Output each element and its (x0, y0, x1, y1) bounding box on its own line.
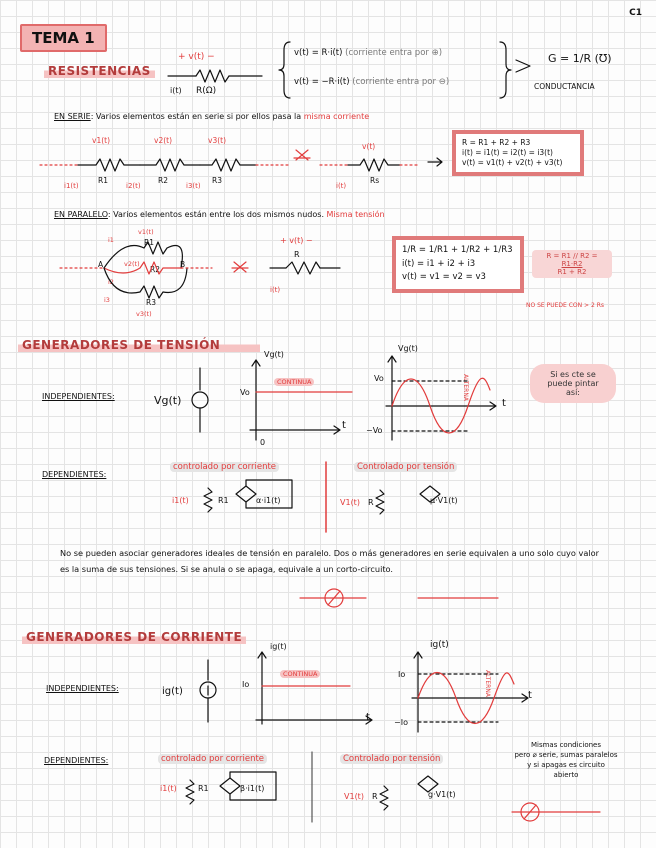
short-circuit-sketch (300, 589, 498, 607)
paralelo-box-line-1: 1/R = 1/R1 + 1/R2 + 1/R3 (402, 245, 513, 255)
paralelo-node-a: A (98, 260, 104, 269)
corriente-ac-graph (412, 652, 528, 732)
serie-not-equal-icon (294, 150, 310, 160)
corriente-dep-v1-label: V1(t) (344, 792, 364, 801)
tension-dc-tag: CONTINUA (274, 378, 314, 386)
paralelo-node-b: B (180, 260, 186, 269)
tension-dep-v1-label: V1(t) (340, 498, 360, 507)
corriente-dep-current-title: controlado por corriente (158, 754, 267, 764)
corriente-ac-bottom-label: −Io (394, 718, 408, 727)
corriente-dc-tag: CONTINUA (280, 670, 320, 678)
resistor-symbol (168, 70, 262, 82)
corriente-dep-r-label: R (372, 792, 378, 801)
paralelo-i3-label: i3 (104, 296, 110, 304)
serie-highlight: misma corriente (303, 112, 370, 121)
serie-i2-label: i2(t) (126, 182, 141, 190)
page-number: C1 (629, 8, 642, 18)
ohm-note-negative: (corriente entra por ⊖) (352, 77, 450, 87)
tension-dep-voltage-title: Controlado por tensión (354, 462, 457, 472)
paralelo-eq-v-label: + v(t) − (280, 236, 313, 245)
corriente-ac-top-label: Io (398, 670, 406, 679)
paralelo-r1-label: R1 (144, 238, 154, 247)
current-source-symbol (200, 660, 216, 722)
voltage-source-symbol (192, 368, 208, 432)
paralelo-box-line-2: i(t) = i1 + i2 + i3 (402, 258, 476, 269)
heading-generadores-corriente: GENERADORES DE CORRIENTE (22, 630, 246, 644)
corriente-ac-y-label: ig(t) (430, 640, 449, 650)
paralelo-i1-label: i1 (108, 236, 114, 244)
paralelo-note-line-3: R1 + R2 (557, 268, 587, 276)
tension-dc-level-label: Vo (240, 388, 250, 397)
implies-arrow (516, 60, 530, 72)
left-brace (279, 42, 290, 98)
serie-eq-v-label: v(t) (362, 142, 376, 151)
serie-i1-label: i1(t) (64, 182, 79, 190)
paralelo-circuit (60, 242, 340, 298)
serie-i3-label: i3(t) (186, 182, 201, 190)
paralelo-r3-label: R3 (146, 298, 156, 307)
paralelo-v2-label: v2(t) (124, 260, 140, 268)
corriente-note-line-4: abierto (553, 771, 579, 780)
corriente-independientes-label: INDEPENDIENTES: (46, 684, 119, 693)
corriente-dep-beta-label: β·i1(t) (240, 784, 265, 793)
heading-generadores-tension: GENERADORES DE TENSIÓN (18, 338, 260, 352)
corriente-note-line-3: y si apagas es circuito (527, 761, 605, 770)
right-brace (500, 42, 511, 98)
ohm-eq-negative: v(t) = −R·i(t) (294, 77, 350, 87)
tension-note-line-3: así: (566, 388, 580, 397)
tension-dc-y-label: Vg(t) (264, 350, 284, 359)
paralelo-eq-i-label: i(t) (270, 286, 281, 294)
tension-dep-mu-label: μ·V1(t) (430, 496, 458, 505)
tension-dc-origin: 0 (260, 438, 266, 447)
open-circuit-sketch (512, 803, 600, 821)
serie-r1-label: R1 (98, 176, 108, 185)
serie-v2-label: v2(t) (154, 136, 173, 145)
tension-ac-graph (386, 356, 496, 440)
tension-ac-y-label: Vg(t) (398, 344, 418, 353)
paralelo-note-line-2: R1·R2 (561, 260, 583, 268)
tension-ac-top-label: Vo (374, 374, 384, 383)
conductance-label: CONDUCTANCIA (534, 82, 595, 91)
corriente-dep-r1-label: R1 (198, 784, 209, 793)
paralelo-v1-label: v1(t) (138, 228, 154, 236)
tension-ac-bottom-label: −Vo (366, 426, 383, 435)
serie-v3-label: v3(t) (208, 136, 227, 145)
page-title: TEMA 1 (20, 24, 107, 52)
paralelo-v3-label: v3(t) (136, 310, 152, 318)
serie-box-line-1: R = R1 + R2 + R3 (462, 138, 531, 147)
paralelo-i2-label: i2 (108, 278, 114, 286)
serie-r2-label: R2 (158, 176, 168, 185)
paralelo-not-equal-icon (232, 262, 248, 272)
tension-dep-circuits (204, 480, 440, 514)
resistor-value-label: R(Ω) (196, 86, 217, 96)
tension-ac-t-label: t (502, 398, 506, 409)
resistor-current-label: i(t) (170, 86, 182, 95)
corriente-dep-g-label: g·V1(t) (428, 790, 456, 799)
tension-dependientes-label: DEPENDIENTES: (42, 470, 107, 479)
tension-dep-i1-label: i1(t) (172, 496, 189, 505)
corriente-dc-y-label: ig(t) (270, 642, 287, 651)
corriente-dependientes-label: DEPENDIENTES: (44, 756, 109, 765)
tension-note-line-2: puede pintar (547, 379, 599, 388)
serie-circuit (40, 158, 442, 171)
corriente-dc-t-label: t (366, 712, 370, 723)
serie-eq-r-label: Rs (370, 176, 380, 185)
paralelo-box-line-3: v(t) = v1 = v2 = v3 (402, 272, 486, 283)
tension-dep-r-label: R (368, 498, 374, 507)
corriente-dep-voltage-title: Controlado por tensión (340, 754, 443, 764)
tension-dep-alpha-label: α·i1(t) (256, 496, 281, 505)
corriente-source-symbol-label: ig(t) (162, 686, 183, 697)
corriente-dc-graph (256, 652, 372, 724)
paralelo-label: EN PARALELO (54, 210, 108, 219)
tension-dc-graph (250, 360, 352, 440)
ohm-eq-positive: v(t) = R·i(t) (294, 48, 343, 58)
serie-box-line-3: v(t) = v1(t) + v2(t) + v3(t) (462, 158, 563, 168)
ohm-note-positive: (corriente entra por ⊕) (345, 48, 443, 58)
serie-label: EN SERIE (54, 112, 91, 121)
paralelo-r2-label: R2 (150, 265, 160, 274)
corriente-note-line-2: pero ⌀ serie, sumas paralelos (514, 751, 618, 760)
corriente-dc-level-label: Io (242, 680, 250, 689)
paralelo-highlight: Misma tensión (326, 210, 385, 219)
serie-v1-label: v1(t) (92, 136, 111, 145)
tension-dep-current-title: controlado por corriente (170, 462, 279, 472)
serie-box-line-2: i(t) = i1(t) = i2(t) = i3(t) (462, 148, 553, 158)
paralelo-text: : Varios elementos están entre los dos mismos nudos. (107, 210, 324, 219)
tension-source-symbol-label: Vg(t) (154, 394, 182, 407)
resistor-voltage-label: + v(t) − (178, 52, 215, 62)
tension-ac-tag: ALTERNA (461, 374, 469, 401)
serie-eq-i-label: i(t) (336, 182, 347, 190)
tension-association-paragraph: No se pueden asociar generadores ideales de tensión en paralelo. Dos o más generadores en serie equivalen a uno solo cuyo valor es la suma de sus tensiones. Si se anula o se apaga, equivale a un corto-circuito. (60, 548, 599, 574)
tension-dc-t-label: t (342, 420, 346, 431)
heading-resistencias: RESISTENCIAS (44, 64, 155, 78)
tension-note-line-1: Si es cte se (550, 370, 596, 379)
corriente-ac-tag: ALTERNA (483, 670, 491, 697)
paralelo-caveat: NO SE PUEDE CON > 2 Rs (526, 302, 605, 309)
conductance-equation: G = 1/R (℧) (548, 52, 612, 65)
corriente-dep-i1-label: i1(t) (160, 784, 177, 793)
corriente-ac-t-label: t (528, 690, 532, 701)
tension-dep-r1-label: R1 (218, 496, 229, 505)
serie-r3-label: R3 (212, 176, 222, 185)
paralelo-note-line-1: R = R1 // R2 = (546, 252, 598, 260)
corriente-note-line-1: Mismas condiciones (530, 741, 602, 749)
paralelo-eq-r-label: R (294, 250, 300, 259)
serie-text: : Varios elementos están en serie si por ellos pasa la (90, 112, 302, 121)
tension-independientes-label: INDEPENDIENTES: (42, 392, 115, 401)
